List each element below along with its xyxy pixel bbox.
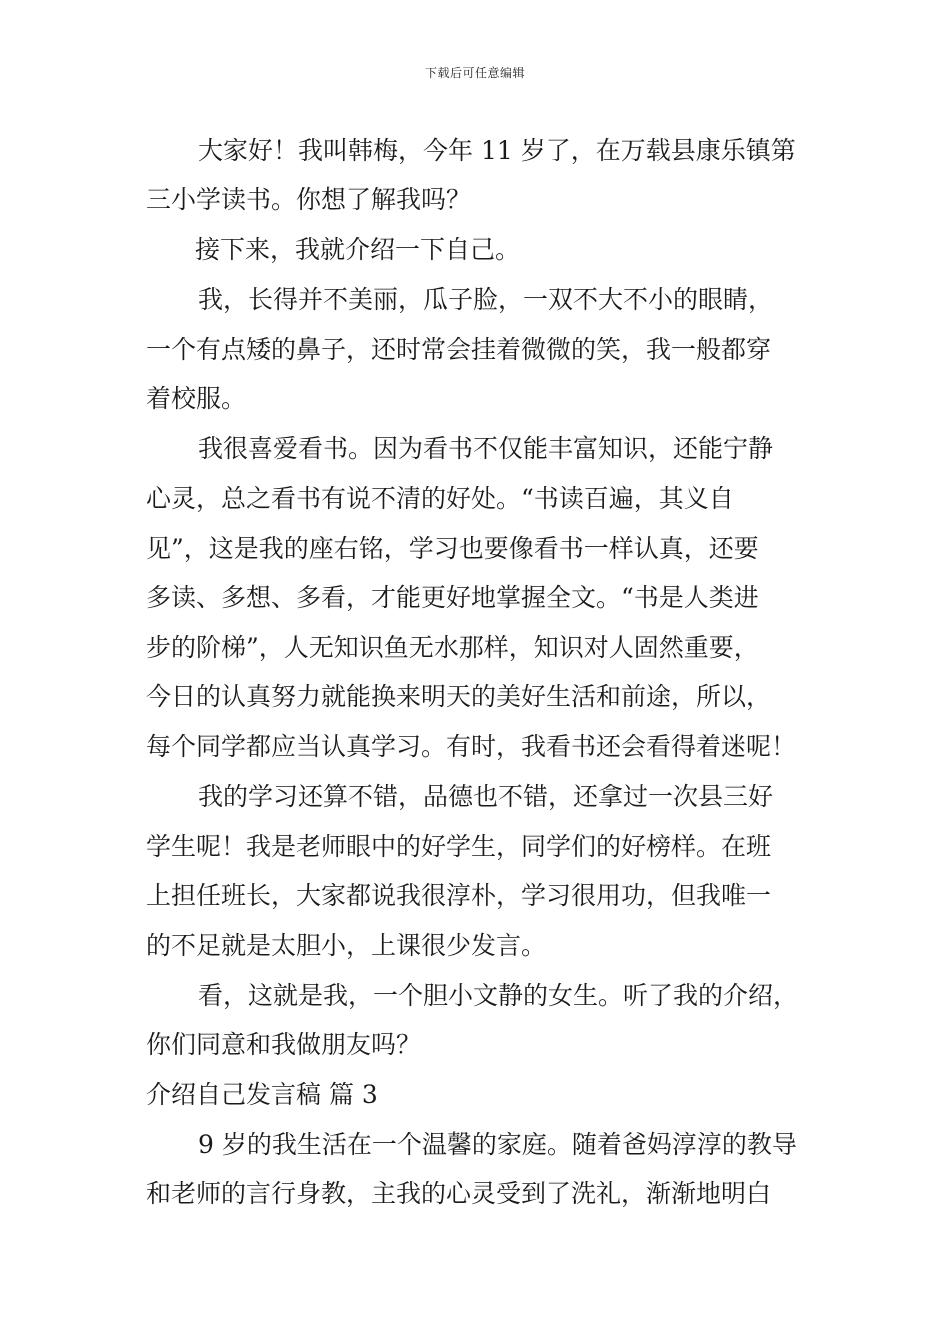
paragraph-4-line-4: 多读、多想、多看，才能更好地掌握全文。“书是人类进 xyxy=(146,583,759,612)
paragraph-7-line-1: 9 岁的我生活在一个温馨的家庭。随着爸妈淳淳的教导 xyxy=(198,1130,797,1159)
paragraph-6-line-2: 你们同意和我做朋友吗？ xyxy=(146,1030,422,1059)
paragraph-1-line-2: 三小学读书。你想了解我吗？ xyxy=(146,185,472,214)
paragraph-4-line-7: 每个同学都应当认真学习。有时，我看书还会看得着迷呢！ xyxy=(146,732,797,761)
paragraph-3-line-3: 着校服。 xyxy=(146,384,247,413)
paragraph-4-line-3: 见”，这是我的座右铭，学习也要像看书一样认真，还要 xyxy=(146,534,759,563)
paragraph-4-line-2: 心灵，总之看书有说不清的好处。“书读百遍，其义自 xyxy=(146,484,734,513)
paragraph-4-line-1: 我很喜爱看书。因为看书不仅能丰富知识，还能宁静 xyxy=(198,434,774,463)
paragraph-5-line-3: 上担任班长，大家都说我很淳朴，学习很用功，但我唯一 xyxy=(146,881,772,910)
section-heading: 介绍自己发言稿 篇 3 xyxy=(146,1080,378,1109)
paragraph-1-line-1: 大家好！我叫韩梅，今年 11 岁了，在万载县康乐镇第 xyxy=(198,136,796,165)
paragraph-5-line-4: 的不足就是太胆小，上课很少发言。 xyxy=(146,931,547,960)
paragraph-4-line-5: 步的阶梯”，人无知识鱼无水那样，知识对人固然重要， xyxy=(146,633,759,662)
paragraph-7-line-2: 和老师的言行身教，主我的心灵受到了洗礼，渐渐地明白 xyxy=(146,1179,772,1208)
paragraph-2-line-1: 接下来，我就介绍一下自己。 xyxy=(195,235,521,264)
paragraph-5-line-2: 学生呢！我是老师眼中的好学生，同学们的好榜样。在班 xyxy=(146,832,772,861)
paragraph-3-line-2: 一个有点矮的鼻子，还时常会挂着微微的笑，我一般都穿 xyxy=(146,335,772,364)
page-header: 下载后可任意编辑 xyxy=(424,66,525,80)
paragraph-3-line-1: 我，长得并不美丽，瓜子脸，一双不大不小的眼睛， xyxy=(198,285,774,314)
paragraph-4-line-6: 今日的认真努力就能换来明天的美好生活和前途，所以， xyxy=(146,682,772,711)
paragraph-5-line-1: 我的学习还算不错，品德也不错，还拿过一次县三好 xyxy=(198,782,774,811)
paragraph-6-line-1: 看，这就是我，一个胆小文静的女生。听了我的介绍， xyxy=(198,981,799,1010)
